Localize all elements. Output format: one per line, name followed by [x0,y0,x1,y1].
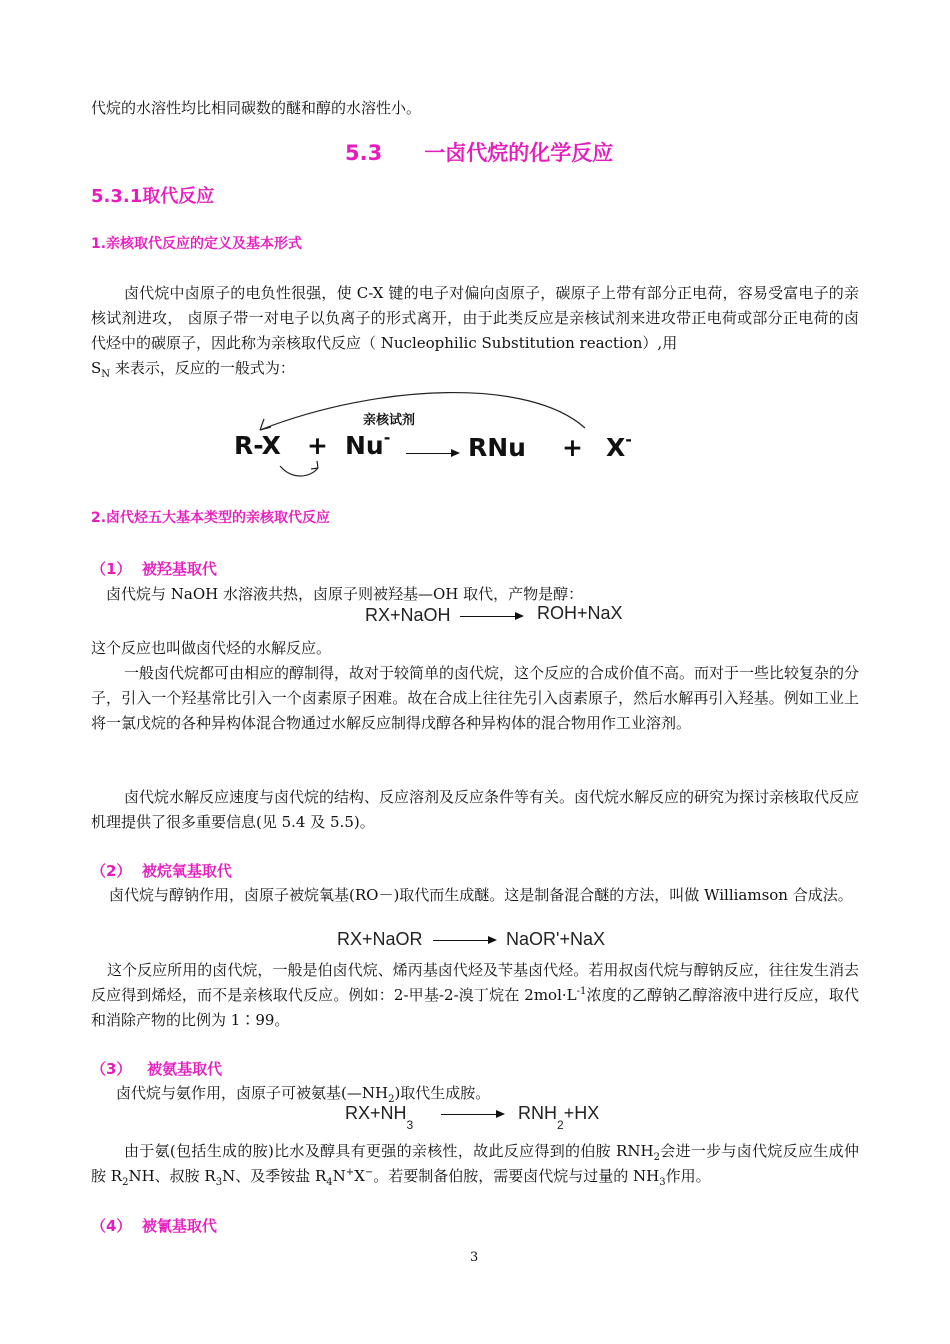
plus-sign-2: + [562,433,583,462]
eq2-left: RX+NaOR [337,929,423,949]
subheading-cyano: （4） 被氰基取代 [91,1217,217,1235]
subsection-heading: 5.3.1取代反应 [91,186,215,207]
paragraph-synthesis: 一般卤代烷都可由相应的醇制得，故对于较简单的卤代烷，这个反应的合成价值不高。而对于一些比较复杂的分子，引入一个羟基常比引入一个卤素原子困难。故在合成上往往先引入卤素原子，然后水解再引入羟基。例如工业上将一氯戊烷的各种异构体混合物通过水解反应制得戊醇各种异构体的混合物用作工业溶剂。 [91,664,860,732]
paragraph-text: 卤代烷中卤原子的电负性很强，使 C-X 键的电子对偏向卤原子，碳原子上带有部分正电荷，容易受富电子的亲核试剂进攻， 卤原子带一对电子以负离子的形式离开，由于此类反应是亲核试剂来进攻带正电荷或部分正电荷的卤代烃中的碳原子，因此称为亲核取代反应（ Nucleophilic Substitution reaction）,用 [91,284,859,352]
reaction-arrow [406,453,458,454]
subheading-hydroxyl: （1） 被羟基取代 [91,560,217,578]
eq1-left: RX+NaOH [365,605,451,625]
plus-sign: + [307,431,328,460]
eq2-arrow [433,940,495,941]
eq1-arrow [460,616,522,617]
section-heading: 5.3 一卤代烷的化学反应 [345,141,614,165]
heading-2: 2.卤代烃五大基本类型的亲核取代反应 [91,510,331,526]
eq1-right: ROH+NaX [537,603,623,623]
subheading-amino: （3） 被氨基取代 [91,1060,223,1078]
eq3-right: $RNH_2+HX$ [518,1103,600,1132]
amino-line: 卤代烷与氨作用，卤原子可被氨基$(—NH_2)$取代生成胺。 [116,1084,491,1105]
continuation-line: 代烷的水溶性均比相同碳数的醚和醇的水溶性小。 [91,99,422,117]
paragraph-williamson: 卤代烷与醇钠作用，卤原子被烷氧基(RO－)取代而生成醚。这是制备混合醚的方法，叫做 Williamson 合成法。 [109,886,853,904]
eq3-left: $RX+NH_3$ [345,1103,414,1132]
paragraph-text-end: 来表示，反应的一般式为： [114,359,295,377]
eq2-right: NaOR'+NaX [506,929,605,949]
eq3-arrow [441,1114,503,1115]
rx-formula: R-X [234,431,281,460]
curved-arrows [230,388,650,488]
paragraph-elimination: 这个反应所用的卤代烷，一般是伯卤代烷、烯丙基卤代烃及苄基卤代烃。若用叔卤代烷与醇钠反应，往往发生消去反应得到烯烃，而不是亲核取代反应。例如：2-甲基-2-溴丁烷在 $2mol\cdot L^{-1}$浓度的乙醇钠乙醇溶液中进行反应，取代和消除产物的比例为 1∶99。 [91,961,859,1029]
paragraph-hydrolysis-note: 这个反应也叫做卤代烃的水解反应。 [91,639,332,657]
reagent-label: 亲核试剂 [363,413,416,428]
paragraph-definition [91,281,859,381]
paragraph-mechanism: 卤代烷水解反应速度与卤代烷的结构、反应溶剂及反应条件等有关。卤代烷水解反应的研究为探讨亲核取代反应机理提供了很多重要信息(见 5.4 及 5.5)。 [91,788,860,831]
heading-1: 1.亲核取代反应的定义及基本形式 [91,236,303,252]
sn-symbol: $S_N$ [91,359,111,380]
x-formula: X- [606,429,632,462]
page-number: 3 [470,1250,479,1265]
hydroxyl-line: 卤代烷与 NaOH 水溶液共热，卤原子则被羟基—OH 取代，产物是醇： [106,585,584,603]
subheading-alkoxy: （2） 被烷氧基取代 [91,862,232,880]
rnu-formula: RNu [468,433,526,462]
nu-formula: Nu- [345,427,391,460]
paragraph-amines: 由于氨(包括生成的胺)比水及醇具有更强的亲核性，故此反应得到的伯胺 $RNH_2$会进一步与卤代烷反应生成仲胺 $R_2NH$、叔胺 $R_3N$、及季铵盐 $R_4N^+X^-$。若要制备伯胺，需要卤代烷与过量的 $NH_3$作用。 [91,1142,859,1188]
